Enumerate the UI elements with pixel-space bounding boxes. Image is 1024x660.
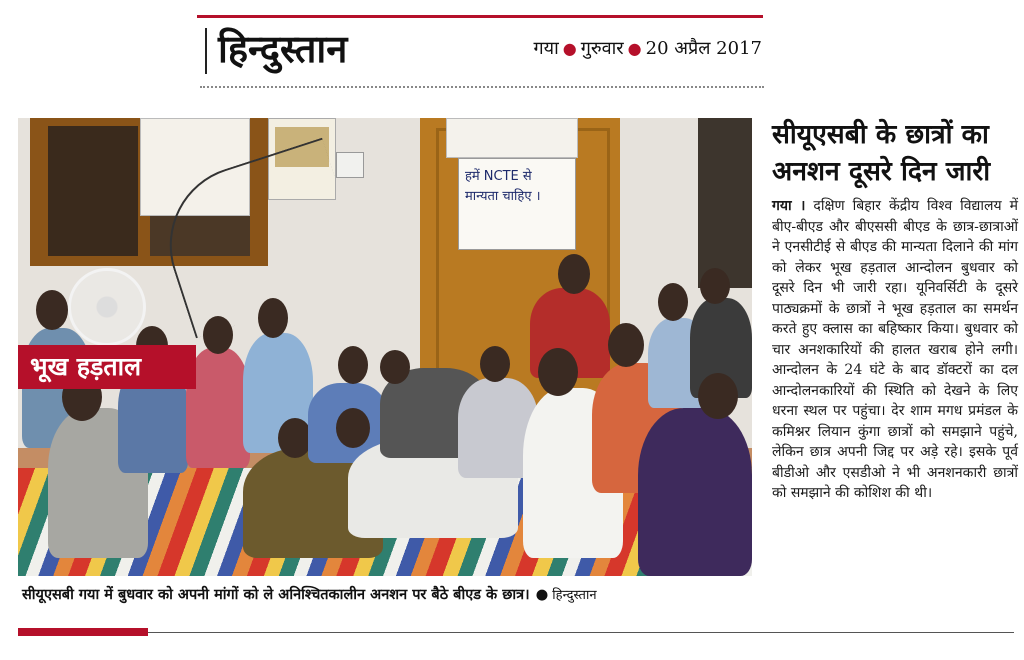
top-red-rule bbox=[197, 15, 763, 18]
photo-person-head bbox=[278, 418, 312, 458]
photo-caption bbox=[22, 584, 762, 607]
bullet-icon: ● bbox=[562, 39, 577, 58]
photo-person-head bbox=[538, 348, 578, 396]
bottom-red-rule bbox=[18, 628, 148, 636]
bottom-rule bbox=[148, 632, 1014, 633]
article-body-text: दक्षिण बिहार केंद्रीय विश्व विद्यालय में बीए-बीएड और बीएससी बीएड के छात्र-छात्राओं ने एनसीटीई से बीएड की मान्यता दिलाने की मांग को लेकर भूख हड़ताल आन्दोलन बुधवार को दूसरे दिन भी जारी रहा। यूनिवर्सिटी के दूसरे पाठ्यक्रमों के छात्रों ने भूख हड़ताल का समर्थन करते हुए क्लास का बहिष्कार किया। बुधवार को चार अनशकारियों की हालत खराब होने लगी। आन्दोलन के 24 घंटे के बाद डॉक्टरों का दल आन्दोलनकारियों की स्थिति को देखने के लिए धरना स्थल पर पहुंचा। देर शाम मगध प्रमंडल के कमिश्नर लियान कुंगा छात्रों को समझाने पहुंचे, लेकिन छात्र अपनी जिद्द पर अड़े रहे। इसके पूर्व बीडीओ और एसडीओ ने भी अनशनकारी छात्रों को समझाने की कोशिश की थी। bbox=[772, 198, 1018, 501]
photo-person bbox=[638, 408, 752, 576]
article-headline: सीयूएसबी के छात्रों का अनशन दूसरे दिन जारी bbox=[772, 119, 991, 187]
photo-switchboard bbox=[336, 152, 364, 178]
dateline-city: गया bbox=[533, 38, 559, 59]
dateline-day: गुरुवार bbox=[580, 38, 624, 59]
photo-person-head bbox=[203, 316, 233, 354]
photo-door-poster-top bbox=[446, 118, 578, 158]
photo-person-head bbox=[36, 290, 68, 330]
masthead-divider bbox=[205, 28, 207, 74]
photo-person-head bbox=[380, 350, 410, 384]
news-photo bbox=[18, 118, 752, 576]
photo-person-head bbox=[480, 346, 510, 382]
photo-person-head bbox=[658, 283, 688, 321]
fan-icon bbox=[68, 268, 146, 346]
newspaper-masthead: हिन्दुस्तान bbox=[218, 27, 348, 71]
photo-person-head bbox=[558, 254, 590, 294]
dotted-separator bbox=[200, 86, 764, 88]
section-tag-hunger-strike: भूख हड़ताल bbox=[18, 345, 196, 389]
photo-person-head bbox=[698, 373, 738, 419]
dateline bbox=[500, 36, 762, 62]
article-dateline-place: गया । bbox=[772, 198, 806, 214]
photo-person-head bbox=[336, 408, 370, 448]
photo-person-head bbox=[258, 298, 288, 338]
bullet-icon: ● bbox=[535, 587, 549, 603]
photo-window-glass bbox=[48, 126, 138, 256]
caption-text: सीयूएसबी गया में बुधवार को अपनी मांगों को ले अनिश्चितकालीन अनशन पर बैठे बीएड के छात्र। bbox=[22, 587, 530, 603]
photo-door-poster: हमें NCTE से मान्यता चाहिए । bbox=[458, 158, 576, 250]
dateline-date: 20 अप्रैल 2017 bbox=[645, 38, 762, 59]
photo-person-head bbox=[700, 268, 730, 304]
photo-person-head bbox=[608, 323, 644, 367]
article-body bbox=[772, 196, 1018, 504]
bullet-icon: ● bbox=[627, 39, 642, 58]
photo-person-head bbox=[338, 346, 368, 384]
photo-right-window bbox=[698, 118, 752, 288]
photo-credit: हिन्दुस्तान bbox=[552, 588, 597, 603]
